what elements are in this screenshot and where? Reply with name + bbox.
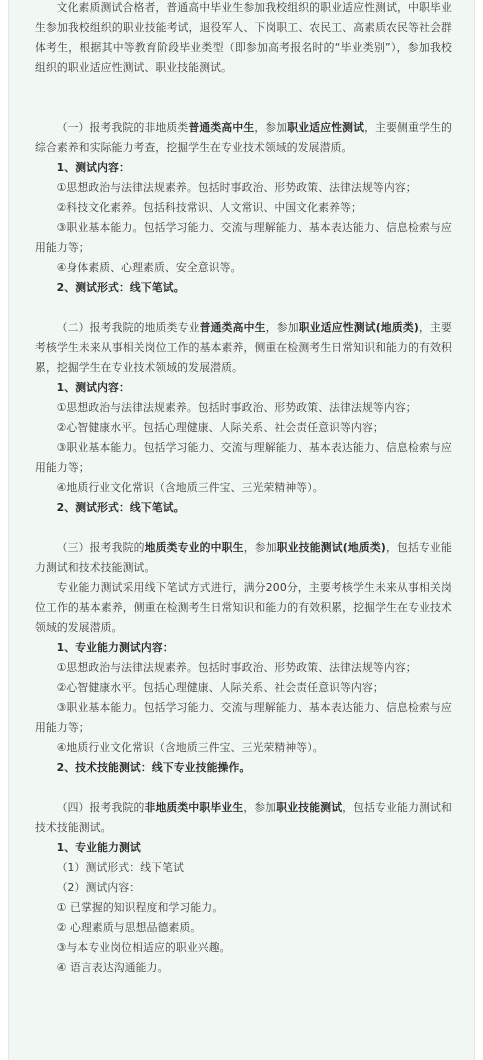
s2-bold-d: 职业适应性测试(地质类) <box>298 321 419 334</box>
s3-bold-d: 职业技能测试(地质类) <box>276 541 386 554</box>
s2-heading-2: 2、测试形式：线下笔试。 <box>56 501 185 514</box>
s1-item: ②科技文化素养。包括科技常识、人文常识、中国文化素养等； <box>56 201 362 214</box>
s2-item: ①思想政治与法律法规素养。包括时事政治、形势政策、法律法规等内容； <box>56 401 417 414</box>
s2-item: ④地质行业文化常识（含地质三件宝、三光荣精神等）。 <box>56 481 324 494</box>
s2-item: ②心智健康水平。包括心理健康、人际关系、社会责任意识等内容； <box>56 421 384 434</box>
intro-paragraph: 文化素质测试合格者，普通高中毕业生参加我校组织的职业适应性测试，中职毕业生参加我校组织的职业技能考试，退役军人、下岗职工、农民工、高素质农民等社会群体考生，根据其中等教育阶段毕业类型（即参加高考报名时的“毕业类别”），参加我校组织的职业适应性测试、职业技能测试。 <box>35 1 452 74</box>
s3-text-a: （三）报考我院的 <box>56 541 145 554</box>
s2-bold-b: 普通类高中生 <box>199 321 266 334</box>
section-2-intro <box>35 318 452 378</box>
s4-text-a: （四）报考我院的 <box>56 801 145 814</box>
s3-heading-1: 1、专业能力测试内容： <box>56 641 174 654</box>
s3-item: ③职业基本能力。包括学习能力、交流与理解能力、基本表达能力、信息检索与应用能力等； <box>35 701 452 734</box>
s1-item: ④身体素质、心理素质、安全意识等。 <box>56 261 242 274</box>
s4-text-c: ，参加 <box>243 801 277 814</box>
s1-text-e: ，主要侧重学生的综合素养和实际能力考查，挖掘学生在专业技术领域的发展潜质。 <box>35 121 452 154</box>
s3-paragraph-2: 专业能力测试采用线下笔试方式进行，满分200分，主要考核学生未来从事相关岗位工作的基本素养，侧重在检测考生日常知识和能力的有效积累，挖掘学生在专业技术领域的发展潜质。 <box>35 581 452 634</box>
s3-heading-2: 2、技术技能测试：线下专业技能操作。 <box>56 761 251 774</box>
s2-heading-1: 1、测试内容： <box>56 381 130 394</box>
s2-item: ③职业基本能力。包括学习能力、交流与理解能力、基本表达能力、信息检索与应用能力等； <box>35 441 452 474</box>
s4-heading-1: 1、专业能力测试 <box>56 841 141 854</box>
s4-text-e: ，包括专业能力测试和技术技能测试。 <box>35 801 452 834</box>
s3-text-e: ，包括专业能力测试和技术技能测试。 <box>35 541 452 574</box>
spacer <box>35 98 452 118</box>
section-1-intro <box>35 118 452 158</box>
s4-item: ④ 语言表达沟通能力。 <box>56 961 169 974</box>
s1-heading-1: 1、测试内容： <box>56 161 130 174</box>
s4-item: ③与本专业岗位相适应的职业兴趣。 <box>56 941 231 954</box>
spacer <box>35 518 452 538</box>
s2-text-a: （二）报考我院的地质类专业 <box>56 321 200 334</box>
s3-bold-b: 地质类专业的中职生 <box>144 541 244 554</box>
s1-text-c: ，参加 <box>254 121 288 134</box>
s4-bold-b: 非地质类中职毕业生 <box>144 801 244 814</box>
s3-item: ②心智健康水平。包括心理健康、人际关系、社会责任意识等内容； <box>56 681 384 694</box>
s4-item: ② 心理素质与思想品德素质。 <box>56 921 202 934</box>
s4-item: ① 已掌握的知识程度和学习能力。 <box>56 901 224 914</box>
s2-text-c: ，参加 <box>265 321 299 334</box>
article-panel <box>8 0 475 1060</box>
s4-subheading: （2）测试内容： <box>56 881 141 894</box>
s3-item: ①思想政治与法律法规素养。包括时事政治、形势政策、法律法规等内容； <box>56 661 417 674</box>
section-4-intro <box>35 798 452 838</box>
spacer <box>35 298 452 318</box>
s4-subheading: （1）测试形式：线下笔试 <box>56 861 185 874</box>
s3-text-c: ，参加 <box>243 541 277 554</box>
spacer <box>35 778 452 798</box>
section-3-intro <box>35 538 452 578</box>
s1-text-a: （一）报考我院的非地质类 <box>56 121 189 134</box>
s1-bold-b: 普通类高中生 <box>188 121 255 134</box>
s1-heading-2: 2、测试形式：线下笔试。 <box>56 281 185 294</box>
s1-bold-d: 职业适应性测试 <box>287 121 365 134</box>
s1-item: ①思想政治与法律法规素养。包括时事政治、形势政策、法律法规等内容； <box>56 181 417 194</box>
s1-item: ③职业基本能力。包括学习能力、交流与理解能力、基本表达能力、信息检索与应用能力等； <box>35 221 452 254</box>
s4-bold-d: 职业技能测试 <box>276 801 343 814</box>
spacer <box>35 78 452 98</box>
s2-text-e: ，主要考核学生未来从事相关岗位工作的基本素养，侧重在检测考生日常知识和能力的有效积累，挖掘学生在专业技术领域的发展潜质。 <box>35 321 452 374</box>
s3-item: ④地质行业文化常识（含地质三件宝、三光荣精神等）。 <box>56 741 324 754</box>
